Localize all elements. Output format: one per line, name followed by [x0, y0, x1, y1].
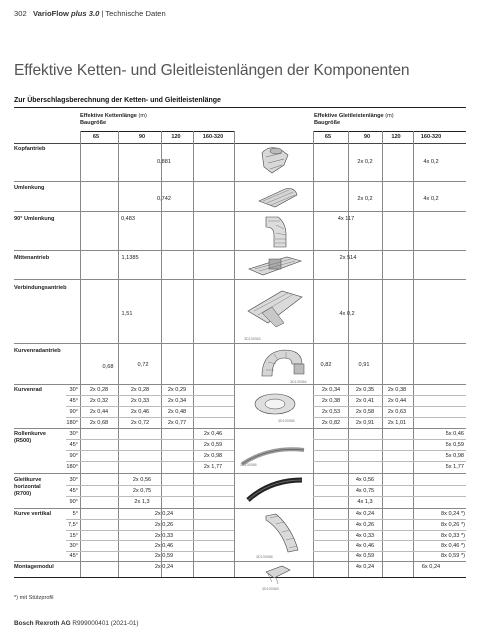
row-label-kopfantrieb: Kopfantrieb	[14, 146, 46, 152]
sub-rule	[66, 540, 234, 541]
cell: 2x 0,77	[167, 420, 187, 426]
page-title: Effektive Ketten- und Gleitleistenlängen der Komponenten	[14, 62, 410, 79]
angle: 5°	[72, 511, 78, 517]
kopf-slide-value-large: 4x 0,2	[423, 159, 439, 165]
cell: 2x 0,58	[355, 409, 375, 415]
cell: 2x 0,44	[89, 409, 109, 415]
mittenantrieb-illustration	[247, 253, 303, 277]
90-umlenkung-illustration	[262, 213, 290, 249]
page-header	[14, 9, 166, 18]
sub-rule	[313, 519, 466, 520]
row-rule	[14, 181, 466, 182]
row-label-montagemodul: Montagemodul	[14, 564, 54, 570]
drawing-code: 3D139366	[240, 463, 257, 467]
row-label-mittenantrieb: Mittenantrieb	[14, 255, 50, 261]
slide-size-label: Baugröße	[314, 120, 341, 126]
row-rule	[14, 508, 466, 509]
cell: 2x 0,24	[154, 511, 174, 517]
cell: 2x 0,46	[154, 543, 174, 549]
montage-slide-value: 4x 0,24	[355, 564, 375, 570]
row-label-gleitkurve: Gleitkurve	[14, 477, 42, 483]
cell: 8x 0,46 *)	[441, 543, 465, 549]
drawing-code: 3D139368	[256, 555, 273, 559]
table-bottom-rule	[14, 577, 466, 578]
umlenk-slide-value: 2x 0,2	[357, 196, 373, 202]
col-line	[118, 131, 119, 577]
chain-size-label: Baugröße	[80, 120, 107, 126]
cell: 2x 1,01	[387, 420, 407, 426]
company-name: Bosch Rexroth AG	[14, 620, 71, 627]
cell: 8x 0,26 *)	[441, 522, 465, 528]
cell: 2x 0,46	[203, 431, 223, 437]
row-label-gleitkurve-r700: (R700)	[14, 491, 32, 497]
cell: 4x 0,59	[355, 553, 375, 559]
angle: 7,5°	[67, 522, 78, 528]
slide-header-rule	[313, 131, 466, 132]
row-rule	[14, 250, 466, 251]
montagemodul-illustration	[262, 562, 292, 586]
cell: 2x 0,59	[203, 442, 223, 448]
cell: 2x 0,48	[167, 409, 187, 415]
sub-rule	[313, 417, 466, 418]
kra-chain-90: 0,72	[137, 362, 149, 368]
chain-header: Effektive Kettenlänge (m)	[80, 113, 147, 119]
cell: 4x 0,26	[355, 522, 375, 528]
cell: 2x 0,75	[132, 488, 152, 494]
sub-rule	[313, 540, 466, 541]
cell: 2x 0,41	[355, 398, 375, 404]
umlenk-slide-value-large: 4x 0,2	[423, 196, 439, 202]
sub-rule	[66, 519, 234, 520]
cell: 2x 0,33	[154, 533, 174, 539]
cell: 2x 0,33	[130, 398, 150, 404]
row-label-90-umlenkung: 90° Umlenkung	[14, 216, 55, 222]
footer-brand	[14, 620, 138, 627]
angle: 90°	[69, 453, 78, 459]
verb-slide-value: 4x 0,2	[339, 311, 355, 317]
angle: 90°	[69, 499, 78, 505]
kopf-chain-value: 0,881	[157, 159, 171, 165]
cell: 8x 0,33 *)	[441, 533, 465, 539]
slide-size-90: 90	[363, 134, 371, 140]
kopf-slide-value: 2x 0,2	[357, 159, 373, 165]
chain-size-120: 120	[171, 134, 181, 140]
row-label-rollenkurve-r500: (R500)	[14, 438, 32, 444]
cell: 5x 1,77	[445, 464, 464, 470]
row-rule	[14, 428, 466, 429]
cell: 2x 0,34	[167, 398, 187, 404]
cell: 2x 0,91	[355, 420, 375, 426]
sub-rule	[313, 485, 466, 486]
cell: 2x 0,56	[132, 477, 152, 483]
sub-rule	[66, 551, 234, 552]
sub-rule	[313, 439, 466, 440]
cell: 5x 0,98	[445, 453, 464, 459]
drawing-code: 3D139364	[290, 380, 307, 384]
sub-rule	[66, 439, 234, 440]
cell: 2x 0,29	[167, 387, 187, 393]
cell: 2x 0,53	[321, 409, 341, 415]
footnote: *) mit Stützprofil	[14, 595, 54, 601]
angle: 45°	[69, 553, 78, 559]
kurvenradantrieb-illustration	[258, 346, 306, 380]
verb-chain-value: 1,51	[121, 311, 133, 317]
angle: 45°	[69, 398, 78, 404]
angle: 30°	[69, 387, 78, 393]
cell: 2x 0,38	[321, 398, 341, 404]
slide-header: Effektive Gleitleistenlänge (m)	[314, 113, 394, 119]
drawing-code: 3D139369	[262, 587, 279, 591]
cell: 2x 0,35	[355, 387, 375, 393]
sub-rule	[66, 530, 234, 531]
gleitkurve-illustration	[244, 476, 304, 504]
cell: 4x 0,56	[355, 477, 375, 483]
angle: 180°	[66, 420, 78, 426]
chain-size-65: 65	[92, 134, 100, 140]
cell: 2x 0,98	[203, 453, 223, 459]
cell: 2x 0,46	[130, 409, 150, 415]
cell: 8x 0,24 *)	[441, 511, 465, 517]
slide-size-160-320: 160-320	[420, 134, 442, 140]
angle: 15°	[69, 533, 78, 539]
cell: 4x 1,3	[357, 499, 373, 505]
col-line	[348, 131, 349, 577]
row-rule	[14, 561, 466, 562]
cell: 8x 0,59 *)	[441, 553, 465, 559]
cell: 2x 1,3	[134, 499, 150, 505]
cell: 2x 0,32	[89, 398, 109, 404]
page-number: 302	[14, 9, 27, 18]
kurve-vertikal-illustration	[262, 510, 302, 556]
cell: 2x 0,34	[321, 387, 341, 393]
montage-chain-value: 2x 0,24	[154, 564, 174, 570]
row-rule	[14, 473, 466, 474]
row-label-umlenkung: Umlenkung	[14, 185, 45, 191]
row-label-kurve-vertikal: Kurve vertikal	[14, 511, 52, 517]
document-number: R999000401 (2021-01)	[72, 620, 139, 627]
sub-rule	[313, 406, 466, 407]
angle: 30°	[69, 477, 78, 483]
row-label-verbindungsantrieb: Verbindungsantrieb	[14, 285, 67, 291]
cell: 4x 0,33	[355, 533, 375, 539]
sub-rule	[313, 530, 466, 531]
col-line	[193, 131, 194, 577]
cell: 2x 0,59	[154, 553, 174, 559]
col-line	[382, 131, 383, 577]
angle: 30°	[69, 431, 78, 437]
sub-rule	[66, 461, 234, 462]
cell: 2x 1,77	[203, 464, 223, 470]
row-label-kurvenradantrieb: Kurvenradantrieb	[14, 348, 61, 354]
angle: 45°	[69, 488, 78, 494]
cell: 2x 0,44	[387, 398, 407, 404]
sub-rule	[313, 395, 466, 396]
sub-rule	[313, 450, 466, 451]
cell: 2x 0,28	[89, 387, 109, 393]
sub-rule	[313, 461, 466, 462]
row-rule	[14, 384, 466, 385]
cell: 2x 0,38	[387, 387, 407, 393]
montage-slide-value-large: 6x 0,24	[421, 564, 441, 570]
angle: 30°	[69, 543, 78, 549]
row-label-rollenkurve: Rollenkurve	[14, 431, 47, 437]
row-rule	[14, 279, 466, 280]
angle: 180°	[66, 464, 78, 470]
header-bottom-rule	[14, 143, 466, 144]
mitte-chain-value: 1,1385	[121, 255, 139, 261]
kra-slide-90: 0,91	[358, 362, 370, 368]
chain-size-90: 90	[138, 134, 146, 140]
cell: 4x 0,46	[355, 543, 375, 549]
drawing-code: 3D139365	[278, 419, 295, 423]
chain-header-rule	[80, 131, 234, 132]
section-name: Technische Daten	[105, 9, 166, 18]
chain-size-160-320: 160-320	[202, 134, 224, 140]
sub-rule	[66, 395, 234, 396]
sub-rule	[66, 450, 234, 451]
cell: 2x 0,28	[130, 387, 150, 393]
cell: 2x 0,63	[387, 409, 407, 415]
slide-size-120: 120	[391, 134, 401, 140]
table-subtitle: Zur Überschlagsberechnung der Ketten- und Gleitleistenlänge	[14, 97, 221, 104]
row-rule	[14, 211, 466, 212]
sub-rule	[66, 485, 234, 486]
col-line	[413, 131, 414, 577]
subtitle-rule	[14, 107, 466, 108]
sub-rule	[66, 496, 234, 497]
cell: 2x 0,82	[321, 420, 341, 426]
sub-rule	[313, 496, 466, 497]
angle: 90°	[69, 409, 78, 415]
kra-slide-65: 0,82	[320, 362, 332, 368]
kopfantrieb-illustration	[258, 143, 292, 179]
cell: 4x 0,24	[355, 511, 375, 517]
angle: 45°	[69, 442, 78, 448]
col-line	[80, 131, 81, 577]
u90-chain-value: 0,483	[121, 216, 135, 222]
cell: 5x 0,59	[445, 442, 464, 448]
umlenk-chain-value: 0,742	[157, 196, 171, 202]
sub-rule	[66, 417, 234, 418]
cell: 4x 0,75	[355, 488, 375, 494]
row-label-gleitkurve-horizontal: horizontal	[14, 484, 41, 490]
product-name: VarioFlow	[33, 9, 69, 18]
col-line	[234, 131, 235, 577]
umlenkung-illustration	[255, 183, 301, 209]
header-separator: |	[101, 9, 104, 18]
row-label-kurvenrad: Kurvenrad	[14, 387, 42, 393]
cell: 2x 0,26	[154, 522, 174, 528]
sub-rule	[313, 551, 466, 552]
product-version: plus 3.0	[71, 9, 100, 18]
verbindungsantrieb-illustration	[242, 283, 306, 335]
u90-slide-value: 4x 117	[337, 216, 355, 222]
cell: 2x 0,68	[89, 420, 109, 426]
kra-chain-65: 0,68	[102, 364, 114, 370]
slide-size-65: 65	[324, 134, 332, 140]
cell: 5x 0,46	[445, 431, 464, 437]
sub-rule	[66, 406, 234, 407]
drawing-code: 3D139363	[244, 337, 261, 341]
cell: 2x 0,72	[130, 420, 150, 426]
col-line	[313, 131, 314, 577]
row-rule	[14, 343, 466, 344]
mitte-slide-value: 2x 514	[339, 255, 357, 261]
kurvenrad-illustration	[252, 390, 298, 418]
